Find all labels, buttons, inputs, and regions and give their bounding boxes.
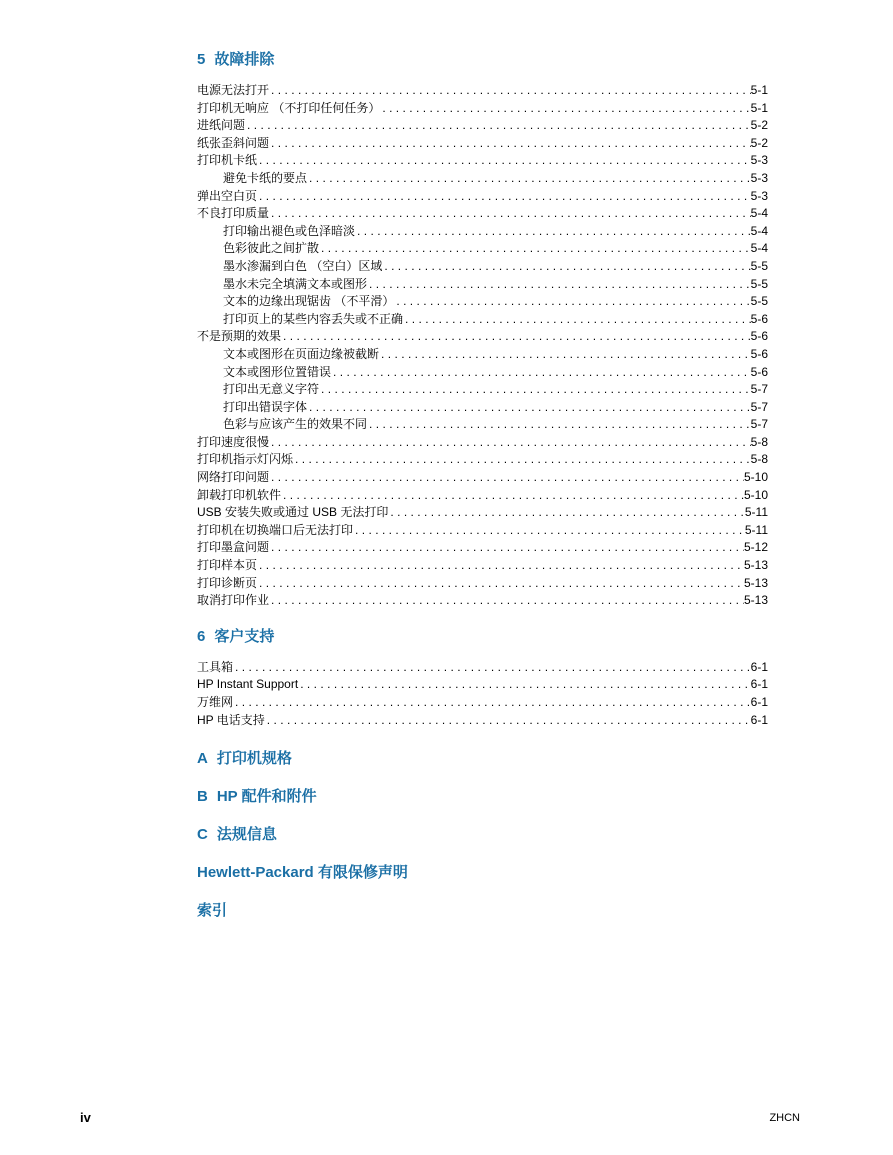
- toc-entry-label: 打印出错误字体: [223, 399, 308, 414]
- toc-entry-page: 5-11: [744, 505, 768, 520]
- toc-entry-page: 5-1: [750, 83, 768, 97]
- toc-entry-label: 打印输出褪色或色泽暗淡: [223, 223, 356, 238]
- appendix-a-heading[interactable]: [197, 749, 768, 769]
- toc-entry-label: 打印页上的某些内容丢失或不正确: [223, 311, 404, 326]
- toc-entry[interactable]: [197, 399, 768, 417]
- toc-entry-page: 5-10: [743, 470, 768, 485]
- dot-leader: [269, 469, 744, 487]
- toc-entry-label: HP Instant Support: [197, 677, 299, 692]
- toc-entry-label: 色彩与应该产生的效果不同: [223, 417, 368, 432]
- toc-entry-label: 打印样本页: [197, 558, 258, 573]
- appendix-letter: C: [197, 826, 208, 844]
- toc-entry-page: 5-6: [750, 346, 768, 361]
- chapter-5-heading[interactable]: [197, 50, 768, 70]
- toc-entry-label: 打印速度很慢: [197, 434, 270, 449]
- dot-leader: [319, 240, 751, 258]
- toc-entry-label: 打印机在切换端口后无法打印: [197, 522, 354, 537]
- toc-entry-label: HP 电话支持: [197, 712, 265, 727]
- toc-entry-page: 5-2: [750, 135, 768, 150]
- dot-leader: [269, 539, 744, 557]
- toc-entry[interactable]: [197, 223, 768, 241]
- dot-leader: [367, 276, 751, 294]
- appendix-title: 打印机规格: [216, 750, 292, 768]
- toc-entry-label: 打印出无意义字符: [223, 382, 320, 397]
- dot-leader: [233, 659, 751, 677]
- appendix-b-heading[interactable]: [197, 787, 768, 807]
- toc-entry-label: 不良打印质量: [197, 206, 270, 221]
- toc-entry-label: 打印机无响应 （不打印任何任务）: [197, 100, 381, 115]
- dot-leader: [403, 311, 751, 329]
- toc-entry[interactable]: [197, 712, 768, 730]
- dot-leader: [319, 381, 751, 399]
- dot-leader: [355, 223, 751, 241]
- toc-entry-page: 5-13: [743, 558, 768, 573]
- dot-leader: [257, 575, 744, 593]
- toc-entry[interactable]: [197, 346, 768, 364]
- dot-leader: [257, 152, 751, 170]
- toc-entry-page: 5-5: [750, 258, 768, 273]
- toc-entry-label: 纸张歪斜问题: [197, 135, 270, 150]
- footer-locale: ZHCN: [769, 1112, 800, 1124]
- toc-entry-page: 5-4: [750, 241, 768, 256]
- toc-entry-page: 6-1: [750, 712, 768, 727]
- chapter-number: 5: [197, 51, 206, 68]
- toc-entry-page: 5-4: [750, 206, 768, 221]
- toc-entry[interactable]: [197, 522, 768, 540]
- dot-leader: [380, 100, 750, 118]
- toc-entry-label: 打印诊断页: [197, 575, 258, 590]
- toc-entry[interactable]: [197, 240, 768, 258]
- dot-leader: [367, 416, 751, 434]
- toc-entry-page: 6-1: [750, 695, 768, 709]
- toc-entry-page: 6-1: [750, 677, 768, 692]
- appendix-letter: B: [197, 788, 208, 806]
- appendix-letter: A: [197, 750, 208, 768]
- dot-leader: [269, 592, 744, 610]
- dot-leader: [245, 117, 751, 135]
- toc-entry[interactable]: [197, 416, 768, 434]
- warranty-heading[interactable]: [197, 863, 768, 883]
- dot-leader: [281, 328, 751, 346]
- toc-entry-label: 文本或图形位置错误: [223, 364, 332, 379]
- toc-entry[interactable]: [197, 328, 768, 346]
- dot-leader: [269, 205, 751, 223]
- appendix-c-heading[interactable]: [197, 825, 768, 845]
- toc-entry-label: 打印机指示灯闪烁: [197, 452, 294, 467]
- dot-leader: [331, 364, 751, 382]
- dot-leader: [269, 82, 751, 100]
- toc-entry-label: 打印机卡纸: [197, 153, 258, 168]
- toc-entry[interactable]: [197, 676, 768, 694]
- chapter-5-entries: [197, 82, 768, 610]
- toc-entry[interactable]: [197, 135, 768, 153]
- toc-entry-label: 文本的边缘出现锯齿 （不平滑）: [223, 294, 395, 309]
- toc-entry-label: 工具箱: [197, 659, 234, 674]
- dot-leader: [293, 451, 751, 469]
- toc-entry-label: 墨水未完全填满文本或图形: [223, 276, 368, 291]
- dot-leader: [298, 676, 750, 694]
- toc-entry[interactable]: [197, 82, 768, 100]
- toc-entry-label: USB 安装失败或通过 USB 无法打印: [197, 505, 389, 520]
- toc-entry-label: 电源无法打开: [197, 83, 270, 97]
- toc-entry[interactable]: [197, 539, 768, 557]
- footer-page-number: iv: [80, 1110, 91, 1125]
- toc-entry-page: 5-3: [750, 188, 768, 203]
- dot-leader: [257, 557, 744, 575]
- toc-entry[interactable]: [197, 575, 768, 593]
- chapter-title: 故障排除: [214, 51, 275, 68]
- toc-entry[interactable]: [197, 434, 768, 452]
- toc-entry[interactable]: [197, 381, 768, 399]
- toc-entry-page: 5-4: [750, 223, 768, 238]
- toc-entry-label: 取消打印作业: [197, 593, 270, 608]
- toc-entry[interactable]: [197, 117, 768, 135]
- toc-entry-page: 5-7: [750, 417, 768, 432]
- toc-entry[interactable]: [197, 170, 768, 188]
- dot-leader: [353, 522, 745, 540]
- toc-entry-page: 5-7: [750, 399, 768, 414]
- toc-entry[interactable]: [197, 469, 768, 487]
- dot-leader: [269, 434, 751, 452]
- toc-entry-page: 5-5: [750, 294, 768, 309]
- toc-entry-label: 避免卡纸的要点: [223, 170, 308, 185]
- dot-leader: [379, 346, 751, 364]
- toc-entry[interactable]: [197, 694, 768, 712]
- toc-entry-page: 6-1: [750, 659, 768, 674]
- toc-entry-label: 文本或图形在页面边缘被截断: [223, 346, 380, 361]
- toc-entry-page: 5-13: [743, 593, 768, 608]
- dot-leader: [269, 135, 751, 153]
- index-title: 索引: [197, 902, 228, 920]
- toc-entry[interactable]: [197, 659, 768, 677]
- toc-entry-page: 5-2: [750, 118, 768, 133]
- toc-entry-page: 5-6: [750, 311, 768, 326]
- toc-entry-label: 墨水渗漏到白色 （空白）区域: [223, 258, 383, 273]
- appendix-title: HP 配件和附件: [216, 788, 317, 806]
- toc-entry-page: 5-12: [743, 540, 768, 555]
- toc-entry-page: 5-5: [750, 276, 768, 291]
- dot-leader: [257, 188, 751, 206]
- appendix-title: 法规信息: [216, 826, 277, 844]
- index-heading[interactable]: [197, 901, 768, 921]
- toc-entry[interactable]: [197, 451, 768, 469]
- dot-leader: [382, 258, 750, 276]
- toc-entry-page: 5-11: [744, 522, 768, 537]
- chapter-number: 6: [197, 627, 206, 645]
- dot-leader: [307, 170, 751, 188]
- toc-entry[interactable]: [197, 487, 768, 505]
- chapter-title: 客户支持: [214, 627, 275, 645]
- toc-entry[interactable]: [197, 276, 768, 294]
- toc-entry-page: 5-8: [750, 434, 768, 449]
- toc-entry-label: 万维网: [197, 695, 234, 709]
- toc-entry-page: 5-1: [750, 100, 768, 115]
- toc-entry-page: 5-7: [750, 382, 768, 397]
- toc-entry-label: 卸载打印机软件: [197, 487, 282, 502]
- toc-entry-label: 网络打印问题: [197, 470, 270, 485]
- toc-entry-page: 5-6: [750, 364, 768, 379]
- dot-leader: [233, 694, 751, 712]
- dot-leader: [394, 293, 750, 311]
- toc-entry[interactable]: [197, 152, 768, 170]
- chapter-6-heading[interactable]: [197, 627, 768, 647]
- dot-leader: [265, 712, 751, 730]
- toc-entry-label: 色彩彼此之间扩散: [223, 241, 320, 256]
- toc-entry[interactable]: [197, 293, 768, 311]
- dot-leader: [281, 487, 744, 505]
- toc-entry-page: 5-10: [743, 487, 768, 502]
- toc-entry-page: 5-6: [750, 329, 768, 344]
- toc-entry[interactable]: [197, 100, 768, 118]
- dot-leader: [388, 504, 745, 522]
- chapter-6-entries: [197, 659, 768, 729]
- toc-entry[interactable]: [197, 205, 768, 223]
- toc-entry-label: 进纸问题: [197, 118, 246, 133]
- toc-entry-page: 5-8: [750, 452, 768, 467]
- toc-entry-page: 5-3: [750, 153, 768, 168]
- dot-leader: [307, 399, 751, 417]
- toc-entry[interactable]: [197, 592, 768, 610]
- toc-entry-page: 5-3: [750, 170, 768, 185]
- toc-entry[interactable]: [197, 364, 768, 382]
- toc-entry[interactable]: [197, 557, 768, 575]
- toc-entry-page: 5-13: [743, 575, 768, 590]
- table-of-contents: [197, 50, 768, 939]
- toc-entry[interactable]: [197, 311, 768, 329]
- toc-entry-label: 打印墨盒问题: [197, 540, 270, 555]
- toc-entry[interactable]: [197, 258, 768, 276]
- warranty-title: Hewlett-Packard 有限保修声明: [197, 864, 408, 882]
- toc-entry[interactable]: [197, 504, 768, 522]
- toc-entry-label: 弹出空白页: [197, 188, 258, 203]
- toc-entry-label: 不是预期的效果: [197, 329, 282, 344]
- toc-entry[interactable]: [197, 188, 768, 206]
